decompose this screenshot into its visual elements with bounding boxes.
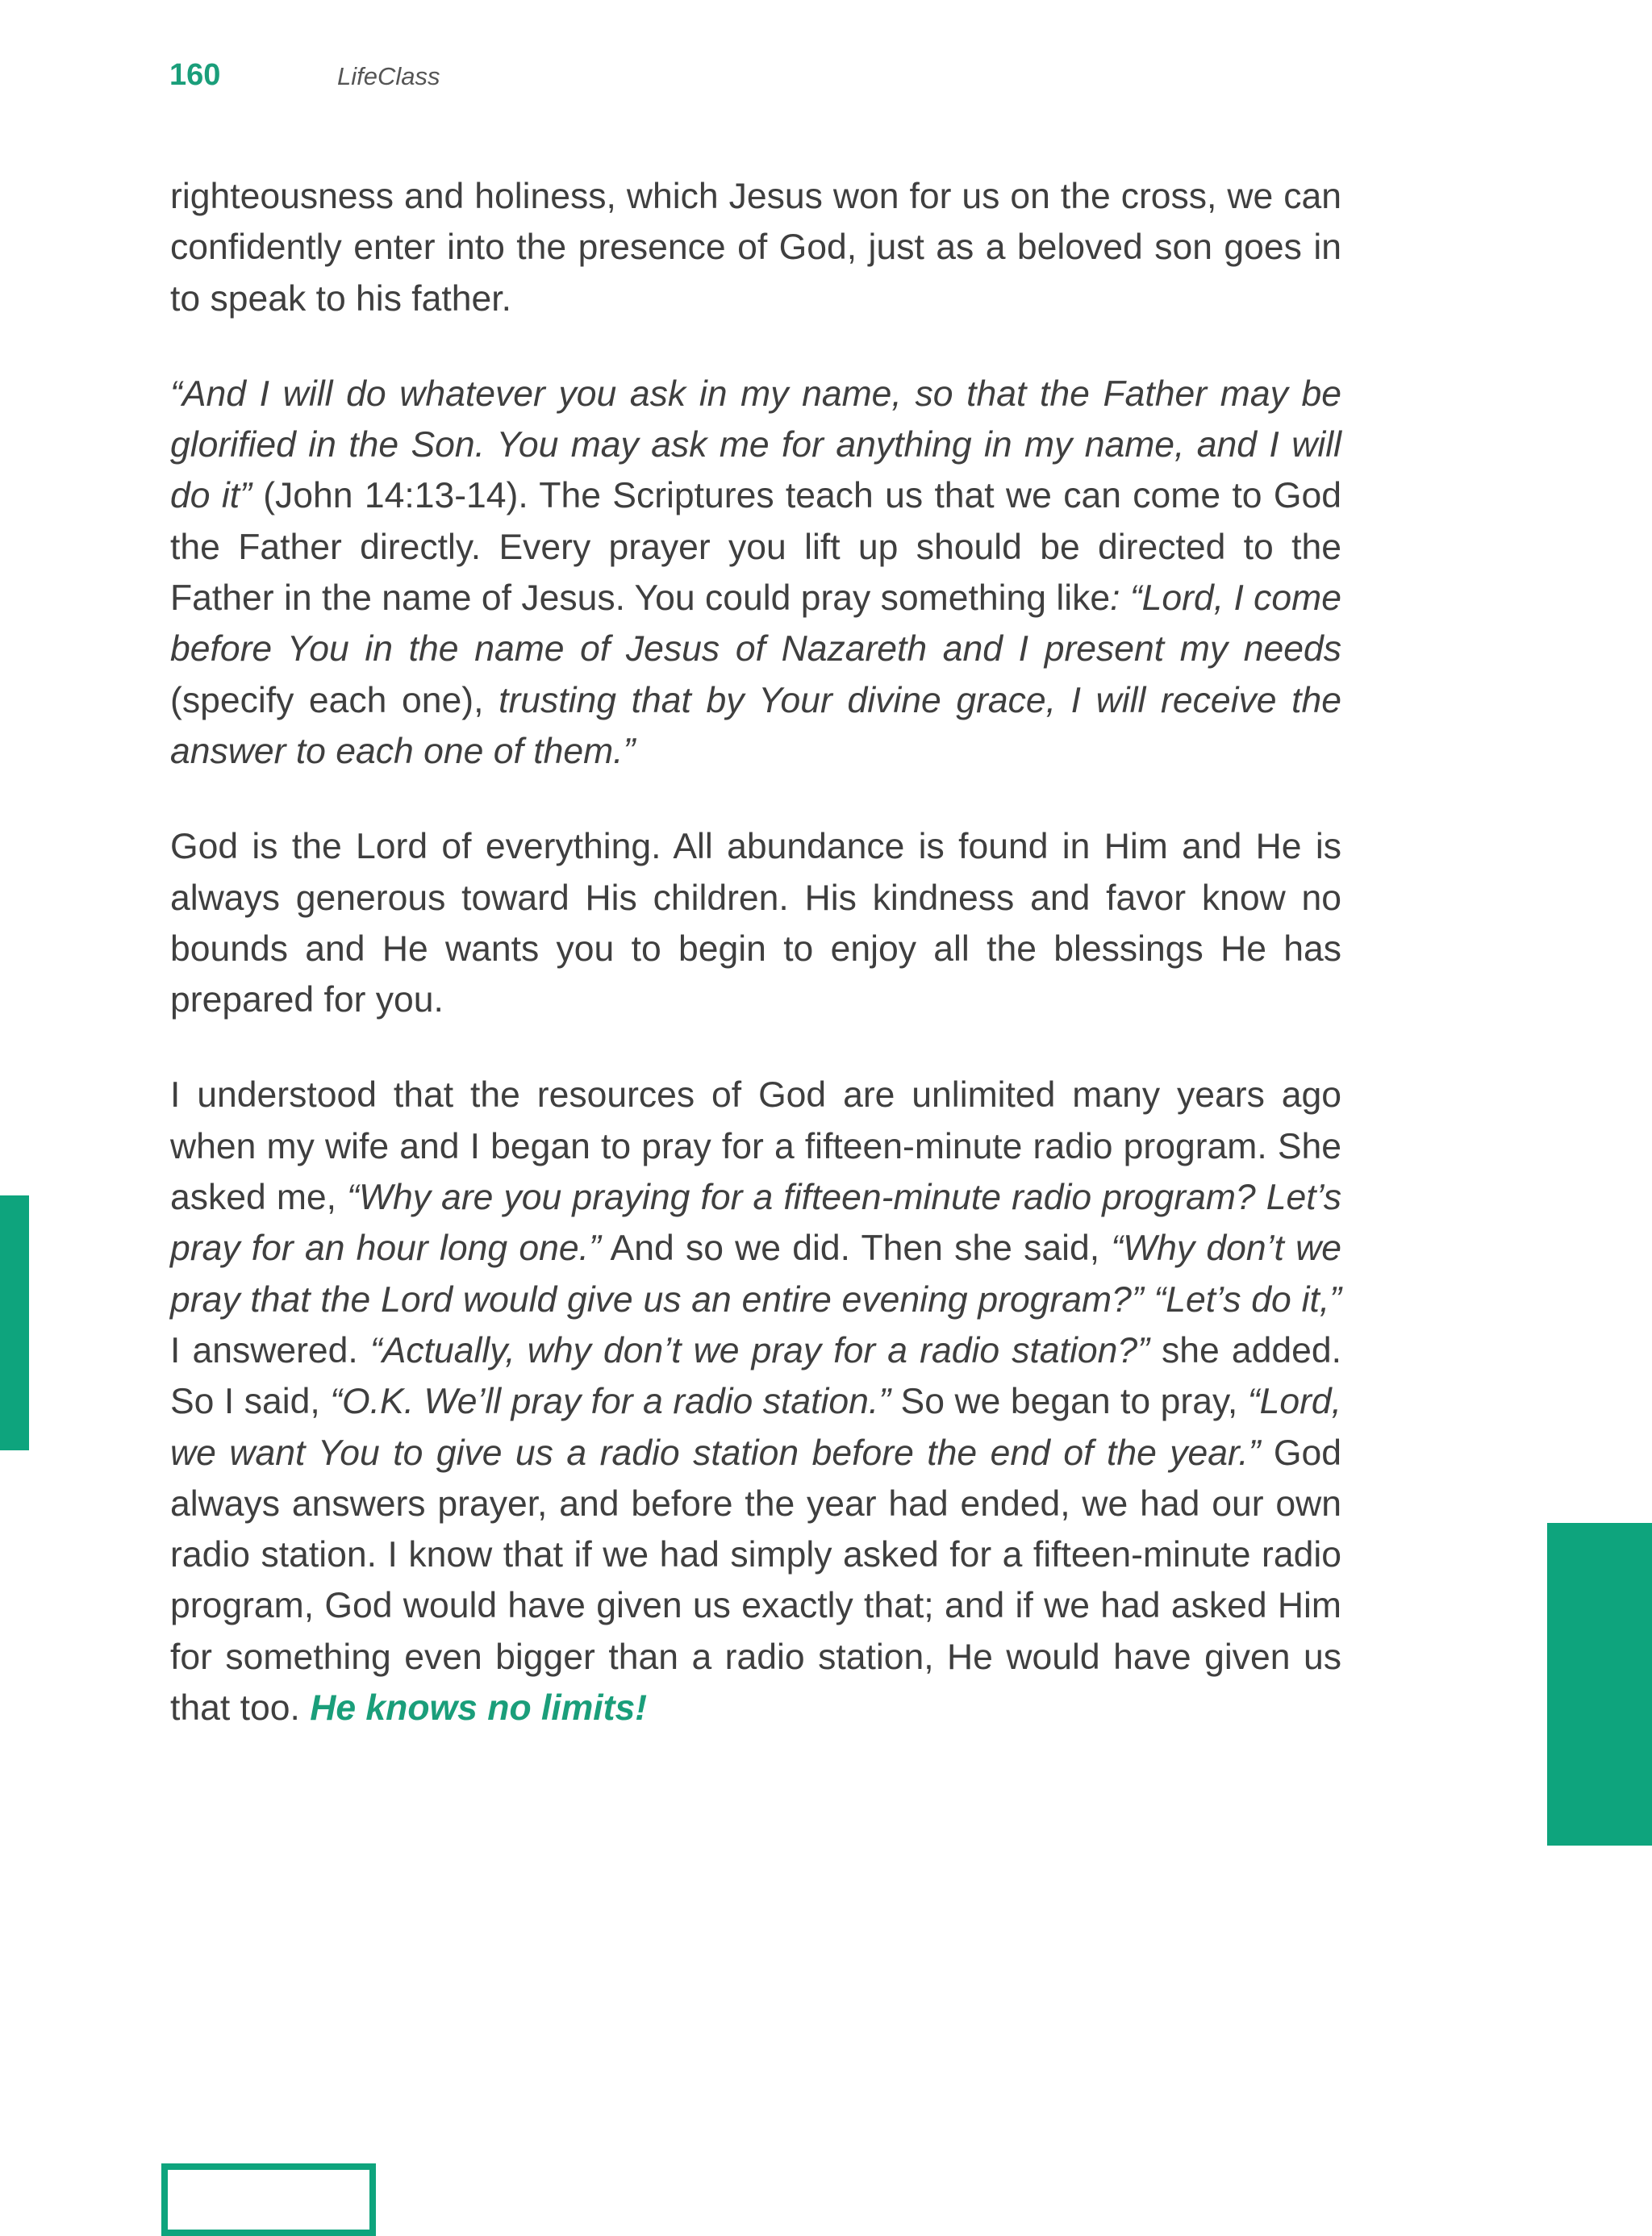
paragraph-text: she added. So I said, <box>170 1330 1341 1422</box>
highlight-text: He knows no limits! <box>310 1688 648 1729</box>
paragraph-text: So we began to pray, <box>891 1382 1248 1422</box>
paragraph-1: righteousness and holiness, which Jesus won for us on the cross, we can confidently enter into the presence of God, just as a beloved son goes in to speak to his father. <box>170 177 1341 319</box>
running-head: LifeClass <box>337 62 440 90</box>
paragraph-text: And so we did. Then she said, <box>600 1229 1112 1269</box>
dialogue-quote: “Why don’t we pray that the Lord would give us an entire evening program?” “Let’s do it,” <box>170 1229 1341 1320</box>
paragraph-3: God is the Lord of everything. All abundance is found in Him and He is always generous toward His children. His kindness and favor know no bounds and He wants you to begin to enjoy all the blessings He has prepared for you. <box>170 827 1341 1020</box>
paragraph-text: I understood that the resources of God are unlimited many years ago when my wife and I began to pray for a fifteen-minute radio program. She asked me, <box>170 1075 1341 1218</box>
paragraph-text: (John 14:13-14). The Scriptures teach us that we can come to God the Father directly. Every prayer you lift up should be directed to the Father in the name of Jesus. You could pray something like <box>170 476 1341 619</box>
left-thumb-tab <box>0 1195 29 1450</box>
paragraph-text: (specify each one), <box>170 680 499 720</box>
page-number: 160 <box>169 58 221 92</box>
right-thumb-tab <box>1547 1523 1652 1846</box>
paragraph-2 <box>170 369 1341 777</box>
body-text <box>170 171 1341 1778</box>
paragraph-4 <box>170 1070 1341 1733</box>
dialogue-quote: “Why are you praying for a fifteen-minute radio program? Let’s pray for an hour long one.” <box>170 1178 1341 1269</box>
dialogue-quote: “Lord, we want You to give us a radio station before the end of the year.” <box>170 1382 1341 1473</box>
paragraph-text: God always answers prayer, and before the year had ended, we had our own radio station. I know that if we had simply asked for a fifteen-minute radio program, God would have given us exactly that; and if we had asked Him for something even bigger than a radio station, He would have given us that too. <box>170 1433 1341 1729</box>
page-header <box>169 58 440 98</box>
scripture-quote: “And I will do whatever you ask in my name, so that the Father may be glorified in the Son. You may ask me for anything in my name, and I will do it” <box>170 373 1341 516</box>
paragraph-text: I answered. <box>170 1330 370 1370</box>
prayer-quote: trusting that by Your divine grace, I will receive the answer to each one of them.” <box>170 680 1341 771</box>
dialogue-quote: “Actually, why don’t we pray for a radio station?” <box>369 1330 1149 1370</box>
footer-outline-box <box>161 2163 376 2236</box>
prayer-quote: : “Lord, I come before You in the name of Jesus of Nazareth and I present my needs <box>170 578 1341 670</box>
dialogue-quote: “O.K. We’ll pray for a radio station.” <box>330 1382 891 1422</box>
